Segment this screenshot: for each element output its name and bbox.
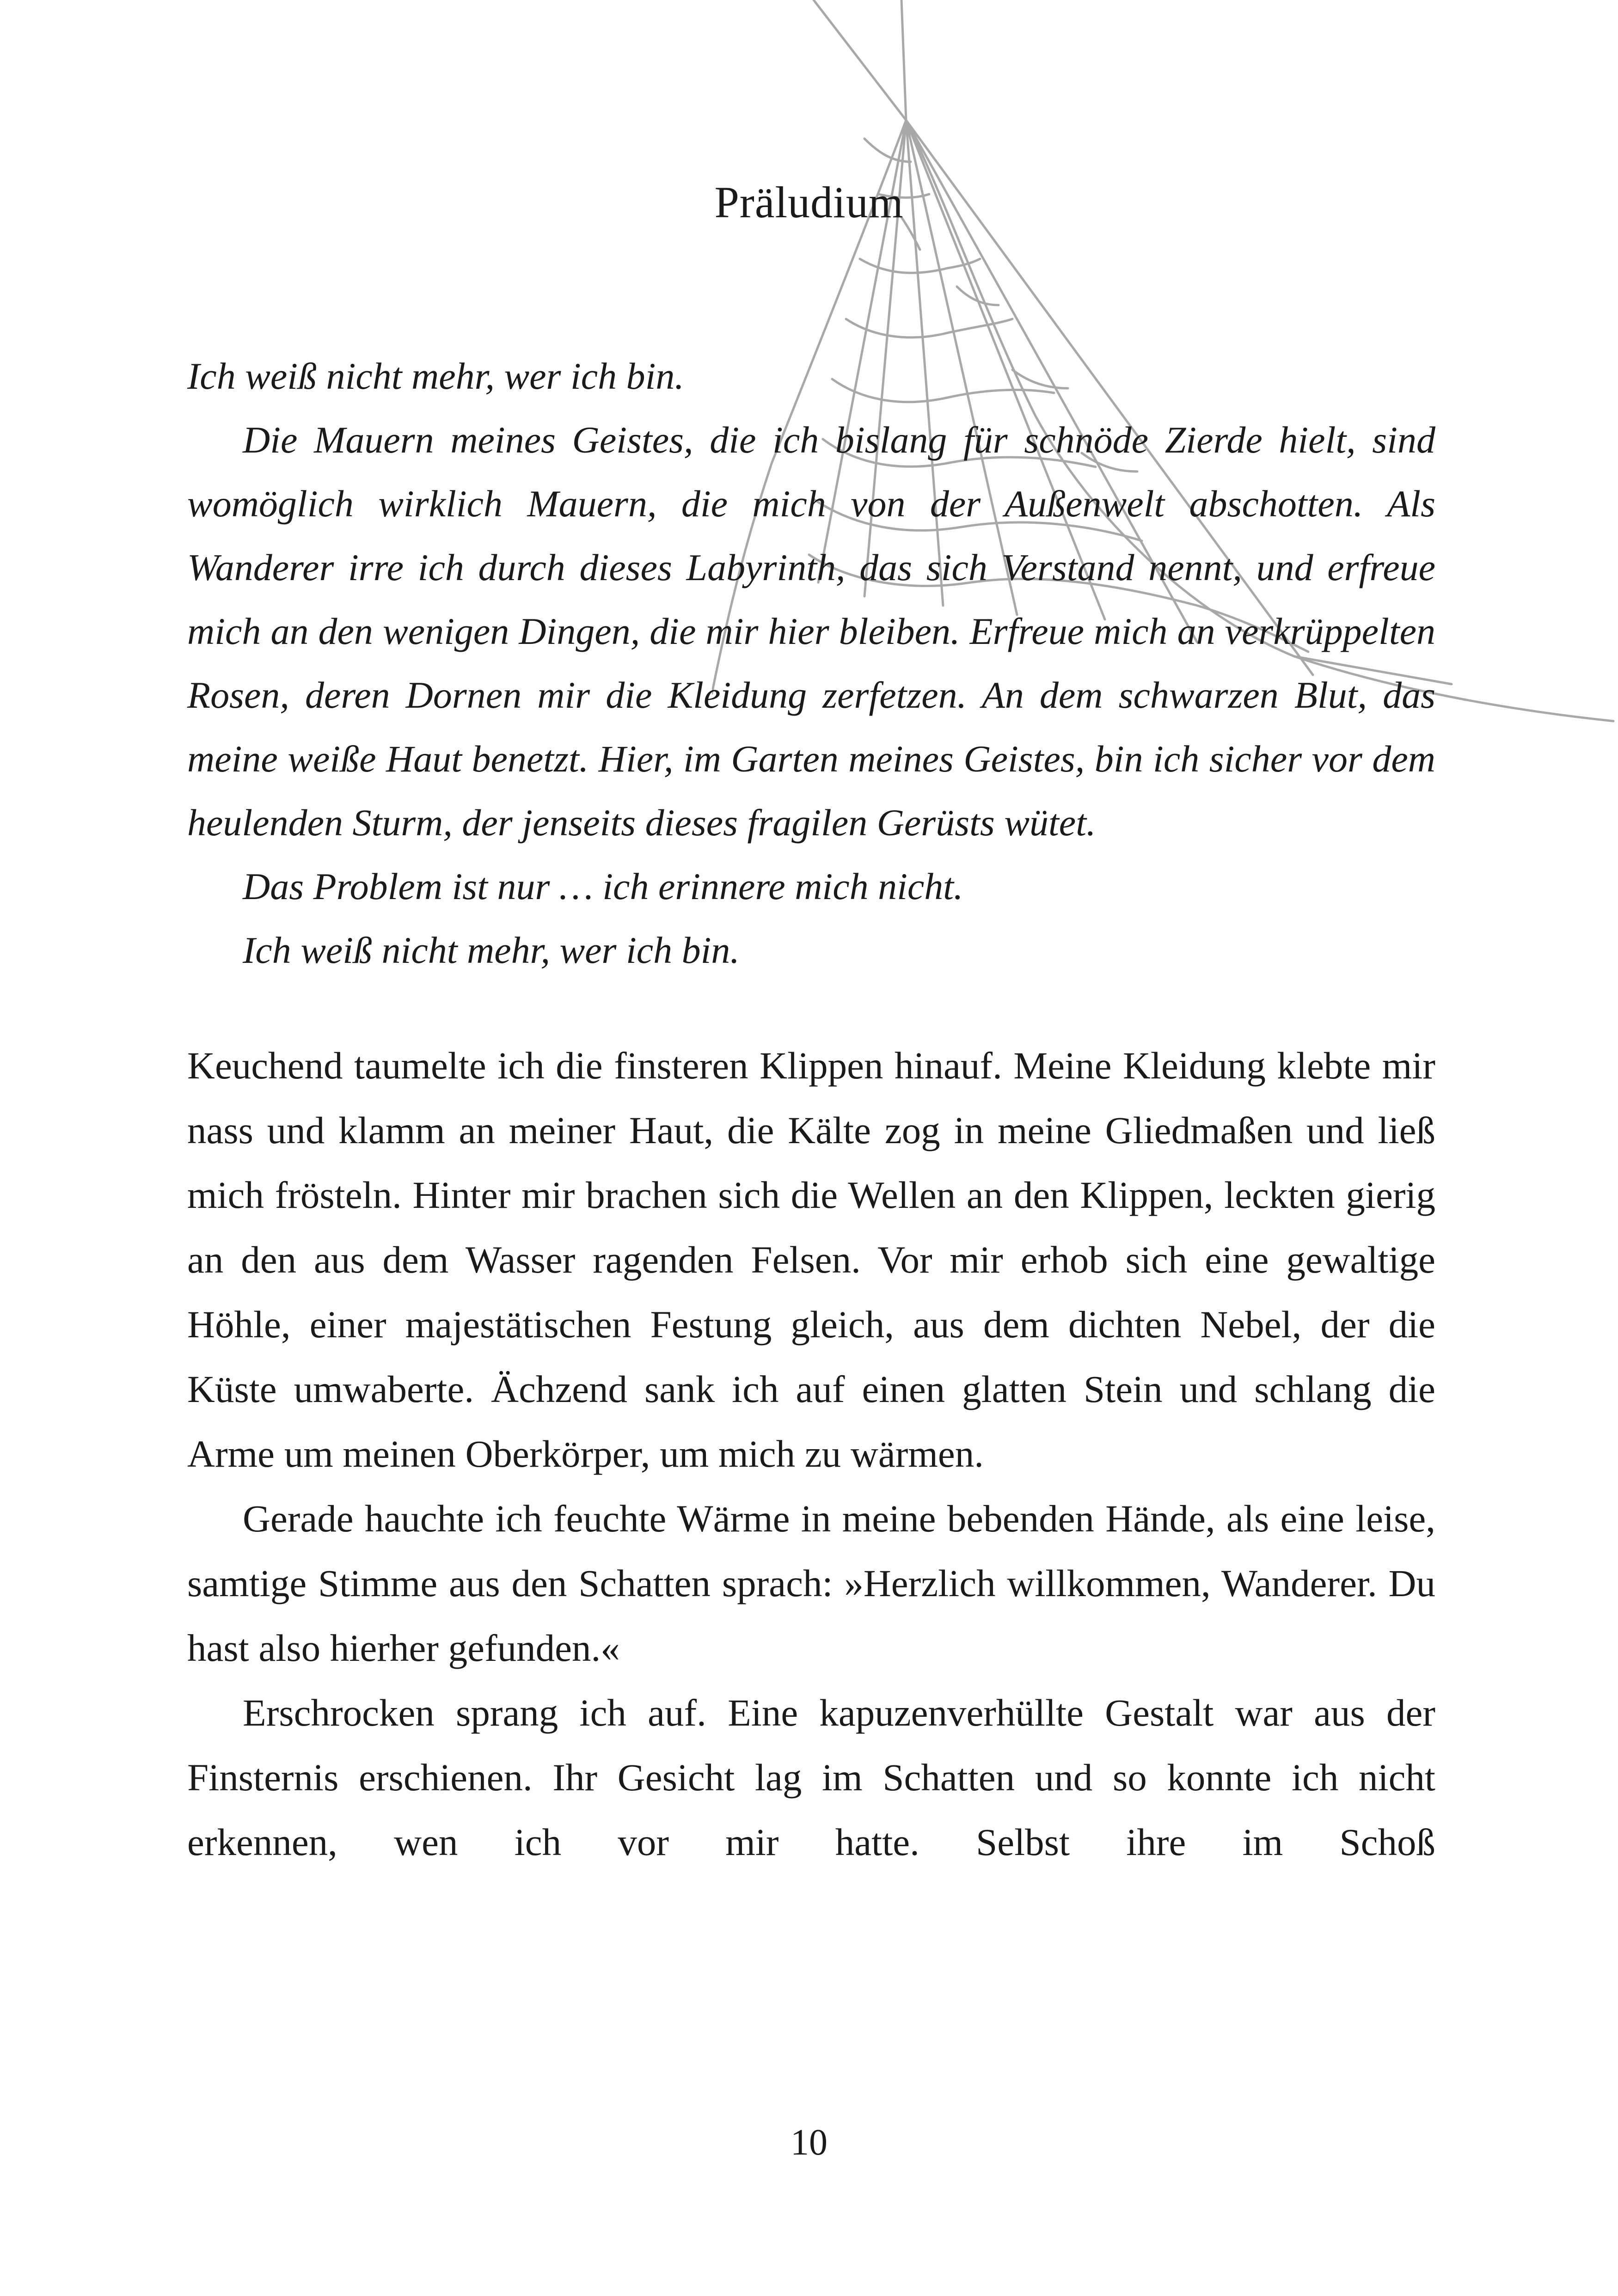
prelude-paragraph: Die Mauern meines Geistes, die ich bislang für schnöde Zierde hielt, sind womöglich wirklich Mauern, die mich von der Außenwelt abschotten. Als Wanderer irre ich durch dieses Labyrinth, das sich Verstand nennt, und erfreue mich an den wenigen Dingen, die mir hier bleiben. Erfreue mich an verkrüppelten Rosen, deren Dornen mir die Kleidung zerfetzen. An dem schwarzen Blut, das meine weiße Haut benetzt. Hier, im Garten meines Geistes, bin ich sicher vor dem heulenden Sturm, der jenseits dieses fragilen Gerüsts wütet. bbox=[187, 419, 1435, 844]
prelude-italic-block bbox=[187, 344, 1435, 982]
prelude-paragraph: Ich weiß nicht mehr, wer ich bin. bbox=[187, 355, 684, 397]
body-paragraph: Erschrocken sprang ich auf. Eine kapuzenverhüllte Gestalt war aus der Finsternis erschienen. Ihr Gesicht lag im Schatten und so konnte ich nicht erkennen, wen ich vor mir hatte. Selbst ihre im Schoß bbox=[187, 1691, 1435, 1863]
body-paragraph: Keuchend taumelte ich die finsteren Klippen hinauf. Meine Kleidung klebte mir nass und klamm an meiner Haut, die Kälte zog in meine Gliedmaßen und ließ mich frösteln. Hinter mir brachen sich die Wellen an den Klippen, leckten gierig an den aus dem Wasser ragenden Felsen. Vor mir erhob sich eine gewaltige Höhle, einer majestätischen Festung gleich, aus dem dichten Nebel, der die Küste umwaberte. Ächzend sank ich auf einen glatten Stein und schlang die Arme um meinen Oberkörper, um mich zu wärmen. bbox=[187, 1044, 1435, 1475]
page-number: 10 bbox=[791, 2122, 827, 2163]
prelude-paragraph: Das Problem ist nur … ich erinnere mich nicht. bbox=[243, 865, 963, 907]
prelude-paragraph: Ich weiß nicht mehr, wer ich bin. bbox=[243, 929, 740, 971]
body-paragraph: Gerade hauchte ich feuchte Wärme in meine bebenden Hände, als eine leise, samtige Stimme aus den Schatten sprach: »Herzlich willkommen, Wanderer. Du hast also hierher gefunden.« bbox=[187, 1497, 1435, 1669]
chapter-title: Präludium bbox=[714, 178, 904, 227]
body-text-block bbox=[187, 1033, 1435, 1874]
